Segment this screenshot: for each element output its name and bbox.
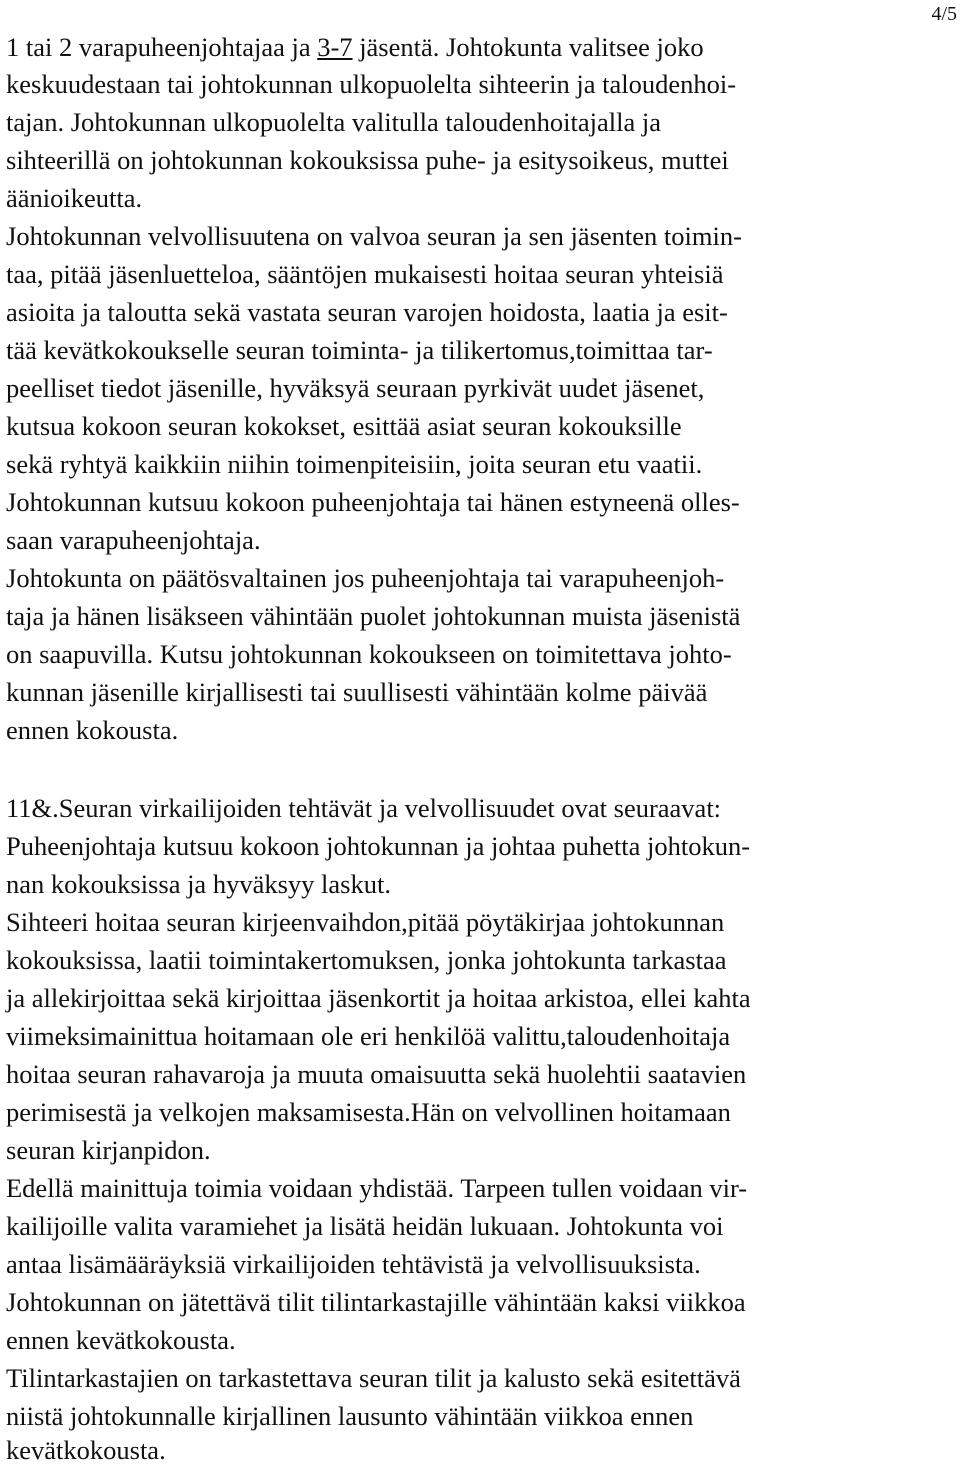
text-line: Johtokunta on päätösvaltainen jos puheenjohtaja tai varapuheenjoh-: [6, 563, 725, 593]
text-line: kailijoille valita varamiehet ja lisätä heidän lukuaan. Johtokunta voi: [6, 1211, 724, 1241]
text-line: keskuudestaan tai johtokunnan ulkopuolelta sihteerin ja taloudenhoi-: [6, 69, 737, 99]
text-line: ja allekirjoittaa sekä kirjoittaa jäsenkortit ja hoitaa arkistoa, ellei kahta: [6, 983, 751, 1013]
text-line: Johtokunnan kutsuu kokoon puheenjohtaja tai hänen estyneenä olles-: [6, 487, 740, 517]
text-line: Tilintarkastajien on tarkastettava seuran tilit ja kalusto sekä esitettävä: [6, 1363, 741, 1393]
text-line: tajan. Johtokunnan ulkopuolelta valitulla taloudenhoitajalla ja: [6, 107, 661, 137]
text-line: peelliset tiedot jäsenille, hyväksyä seuraan pyrkivät uudet jäsenet,: [6, 373, 705, 403]
text-line: hoitaa seuran rahavaroja ja muuta omaisuutta sekä huolehtii saatavien: [6, 1059, 747, 1089]
first-line-end: jäsentä. Johtokunta valitsee joko: [352, 32, 704, 62]
text-line: Sihteeri hoitaa seuran kirjeenvaihdon,pitää pöytäkirjaa johtokunnan: [6, 907, 725, 937]
first-line-start: 1 tai 2 varapuheenjohtajaa ja: [6, 32, 318, 62]
page-number: 4/5: [931, 3, 957, 25]
section-heading: 11&.Seuran virkailijoiden tehtävät ja velvollisuudet ovat seuraavat:: [6, 793, 722, 823]
text-line: sihteerillä on johtokunnan kokouksissa puhe- ja esitysoikeus, muttei: [6, 145, 729, 175]
text-line: Edellä mainittuja toimia voidaan yhdistää. Tarpeen tullen voidaan vir-: [6, 1173, 748, 1203]
text-line: kevätkokousta.: [6, 1435, 166, 1465]
text-line: ennen kokousta.: [6, 715, 179, 745]
text-line: tää kevätkokoukselle seuran toiminta- ja tilikertomus,toimittaa tar-: [6, 335, 713, 365]
text-line: sekä ryhtyä kaikkiin niihin toimenpiteisiin, joita seuran etu vaatii.: [6, 449, 703, 479]
text-line: nan kokouksissa ja hyväksyy laskut.: [6, 869, 391, 899]
text-line: ennen kevätkokousta.: [6, 1325, 236, 1355]
text-line: taja ja hänen lisäkseen vähintään puolet johtokunnan muista jäsenistä: [6, 601, 741, 631]
text-line: taa, pitää jäsenluetteloa, sääntöjen mukaisesti hoitaa seuran yhteisiä: [6, 259, 724, 289]
text-line: kunnan jäsenille kirjallisesti tai suullisesti vähintään kolme päivää: [6, 677, 708, 707]
text-line: on saapuvilla. Kutsu johtokunnan kokoukseen on toimitettava johto-: [6, 639, 732, 669]
text-line: viimeksimainittua hoitamaan ole eri henkilöä valittu,taloudenhoitaja: [6, 1021, 731, 1051]
underlined-member-range: 3-7: [317, 32, 353, 62]
text-line: Johtokunnan velvollisuutena on valvoa seuran ja sen jäsenten toimin-: [6, 221, 742, 251]
text-line: Johtokunnan on jätettävä tilit tilintarkastajille vähintään kaksi viikkoa: [6, 1287, 746, 1317]
text-line: äänioikeutta.: [6, 183, 143, 213]
text-line: kutsua kokoon seuran kokokset, esittää asiat seuran kokouksille: [6, 411, 682, 441]
text-line-1: [6, 29, 704, 65]
text-line: asioita ja taloutta sekä vastata seuran varojen hoidosta, laatia ja esit-: [6, 297, 728, 327]
text-line: antaa lisämääräyksiä virkailijoiden tehtävistä ja velvollisuuksista.: [6, 1249, 701, 1279]
text-line: seuran kirjanpidon.: [6, 1135, 211, 1165]
text-line: saan varapuheenjohtaja.: [6, 525, 261, 555]
text-line: perimisestä ja velkojen maksamisesta.Hän on velvollinen hoitamaan: [6, 1097, 731, 1127]
text-line: kokouksissa, laatii toimintakertomuksen, jonka johtokunta tarkastaa: [6, 945, 727, 975]
text-line: Puheenjohtaja kutsuu kokoon johtokunnan ja johtaa puhetta johtokun-: [6, 831, 751, 861]
text-line: niistä johtokunnalle kirjallinen lausunto vähintään viikkoa ennen: [6, 1401, 694, 1431]
